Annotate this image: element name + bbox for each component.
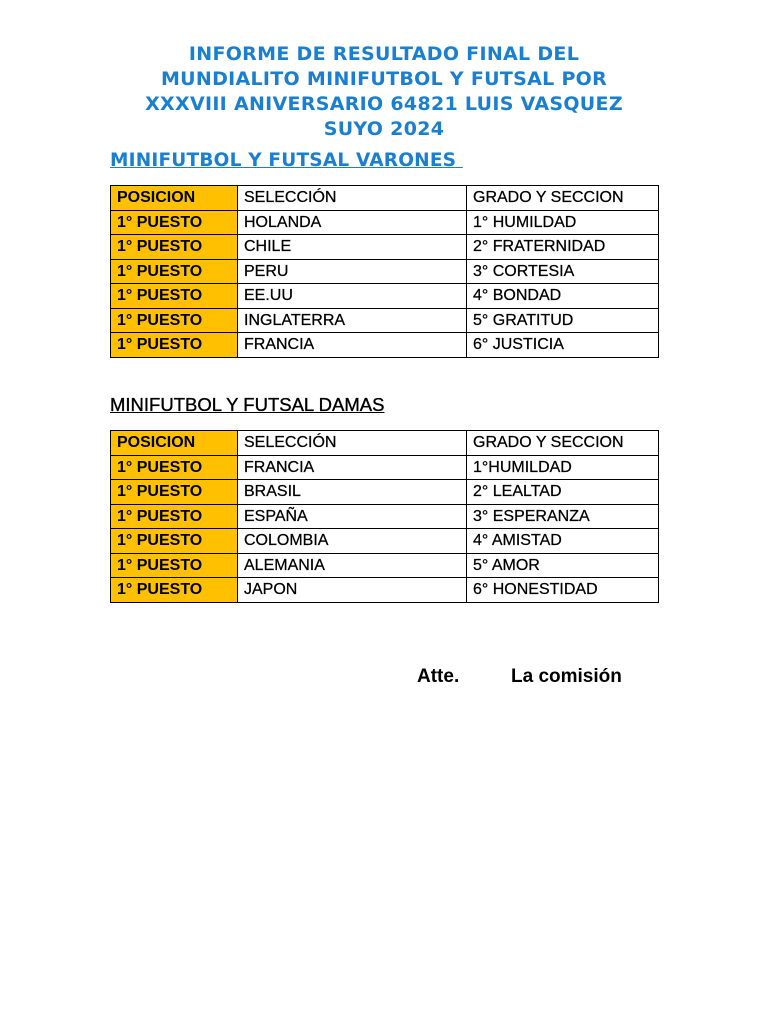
cell-seleccion: HOLANDA [238, 210, 467, 235]
header-seleccion: SELECCIÓN [238, 186, 467, 211]
cell-grado-seccion: 5° AMOR [467, 553, 659, 578]
varones-section-heading: MINIFUTBOL Y FUTSAL VARONES [110, 150, 463, 171]
cell-posicion: 1° PUESTO [111, 455, 238, 480]
table-row [111, 578, 659, 603]
cell-posicion: 1° PUESTO [111, 529, 238, 554]
table-row [111, 210, 659, 235]
report-title-line: XXXVIII ANIVERSARIO 64821 LUIS VASQUEZ [145, 93, 623, 115]
table-row [111, 284, 659, 309]
cell-seleccion: PERU [238, 259, 467, 284]
cell-seleccion: ALEMANIA [238, 553, 467, 578]
report-title-line: SUYO 2024 [323, 118, 445, 140]
header-posicion: POSICION [111, 431, 238, 456]
cell-grado-seccion: 4° AMISTAD [467, 529, 659, 554]
varones-results-table [110, 185, 659, 358]
table-row [111, 553, 659, 578]
table-row [111, 259, 659, 284]
cell-seleccion: INGLATERRA [238, 308, 467, 333]
cell-grado-seccion: 4° BONDAD [467, 284, 659, 309]
cell-posicion: 1° PUESTO [111, 235, 238, 260]
table-row [111, 529, 659, 554]
cell-posicion: 1° PUESTO [111, 308, 238, 333]
cell-grado-seccion: 1°HUMILDAD [467, 455, 659, 480]
cell-posicion: 1° PUESTO [111, 480, 238, 505]
cell-seleccion: BRASIL [238, 480, 467, 505]
cell-grado-seccion: 2° FRATERNIDAD [467, 235, 659, 260]
header-seleccion: SELECCIÓN [238, 431, 467, 456]
header-posicion: POSICION [111, 186, 238, 211]
cell-seleccion: ESPAÑA [238, 504, 467, 529]
table-header-row [111, 431, 659, 456]
cell-seleccion: COLOMBIA [238, 529, 467, 554]
table-row [111, 308, 659, 333]
cell-posicion: 1° PUESTO [111, 504, 238, 529]
cell-grado-seccion: 1° HUMILDAD [467, 210, 659, 235]
cell-seleccion: CHILE [238, 235, 467, 260]
table-row [111, 235, 659, 260]
table-row [111, 455, 659, 480]
cell-grado-seccion: 6° HONESTIDAD [467, 578, 659, 603]
damas-results-table [110, 430, 659, 603]
cell-posicion: 1° PUESTO [111, 578, 238, 603]
table-row [111, 333, 659, 358]
header-grado-seccion: GRADO Y SECCION [467, 186, 659, 211]
cell-seleccion: FRANCIA [238, 455, 467, 480]
report-title [110, 42, 658, 142]
report-title-line: INFORME DE RESULTADO FINAL DEL [188, 43, 580, 65]
cell-seleccion: JAPON [238, 578, 467, 603]
cell-posicion: 1° PUESTO [111, 333, 238, 358]
closing-atte: Atte. [417, 666, 460, 687]
cell-posicion: 1° PUESTO [111, 259, 238, 284]
header-grado-seccion: GRADO Y SECCION [467, 431, 659, 456]
table-row [111, 480, 659, 505]
cell-grado-seccion: 2° LEALTAD [467, 480, 659, 505]
cell-grado-seccion: 3° CORTESIA [467, 259, 659, 284]
cell-posicion: 1° PUESTO [111, 210, 238, 235]
table-header-row [111, 186, 659, 211]
signer-comision: La comisión [511, 666, 622, 687]
cell-grado-seccion: 6° JUSTICIA [467, 333, 659, 358]
cell-seleccion: FRANCIA [238, 333, 467, 358]
cell-posicion: 1° PUESTO [111, 553, 238, 578]
table-row [111, 504, 659, 529]
cell-seleccion: EE.UU [238, 284, 467, 309]
report-title-line: MUNDIALITO MINIFUTBOL Y FUTSAL POR [160, 68, 608, 90]
cell-posicion: 1° PUESTO [111, 284, 238, 309]
damas-section-heading: MINIFUTBOL Y FUTSAL DAMAS [110, 394, 385, 415]
cell-grado-seccion: 3° ESPERANZA [467, 504, 659, 529]
cell-grado-seccion: 5° GRATITUD [467, 308, 659, 333]
